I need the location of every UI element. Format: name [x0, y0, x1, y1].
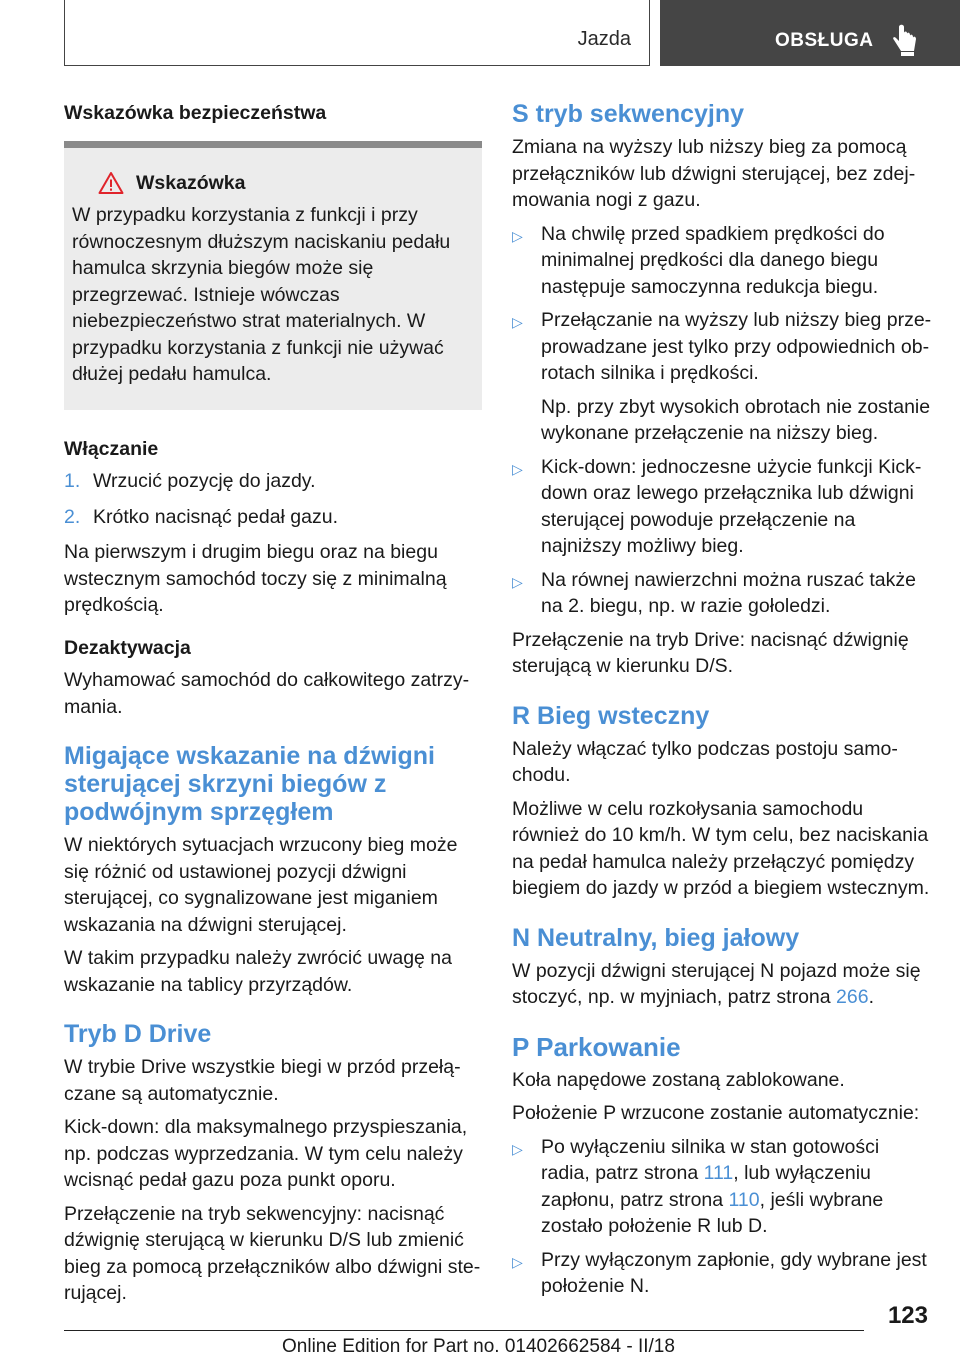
drive-paragraph-2: Kick-down: dla maksymalnego przyspieszania, np. podczas wyprzedzania. W tym celu należy wcisnąć pedał gazu poza punkt oporu.	[64, 1116, 468, 1191]
bullet-text-part: , lub wyłączeniu zapłonu, patrz strona	[541, 1162, 871, 1211]
neutral-text-end: .	[868, 986, 875, 1008]
list-item	[64, 468, 482, 495]
warning-box	[64, 141, 482, 410]
blink-heading: Migające wskazanie na dźwigni sterującej skrzyni biegów z podwójnym sprzęgłem	[64, 742, 435, 826]
triangle-bullet-icon: ▷	[512, 460, 523, 477]
list-item	[512, 1247, 932, 1300]
enable-steps	[64, 468, 482, 530]
step-number: 1.	[64, 470, 81, 492]
triangle-bullet-icon: ▷	[512, 1140, 523, 1157]
triangle-bullet-icon: ▷	[512, 227, 523, 244]
bullet-subtext: Np. przy zbyt wysokich obrotach nie zostanie wykonane przełączenie na niższy bieg.	[541, 395, 931, 444]
page-link-111[interactable]: 111	[703, 1162, 734, 1184]
reverse-paragraph-1: Należy włączać tylko podczas postoju samochodu.	[512, 737, 898, 786]
step-text: Krótko nacisnąć pedał gazu.	[93, 505, 338, 528]
triangle-bullet-icon: ▷	[512, 314, 523, 330]
page-number: 123	[887, 1302, 928, 1329]
bullet-text: Na chwilę przed spadkiem prędkości do minimalnej prędkości dla danego biegu następuje samoczynna redukcja biegu.	[541, 222, 885, 298]
step-number: 2.	[64, 505, 81, 528]
left-column	[64, 100, 482, 1314]
drive-heading: Tryb D Drive	[64, 1020, 212, 1048]
list-item	[512, 567, 932, 620]
reverse-heading: R Bieg wsteczny	[512, 701, 710, 730]
sequential-drive-text: Przełączenie na tryb Drive: nacisnąć dźwignię sterującą w kierunku D/S.	[512, 628, 909, 677]
hand-pointer-icon	[892, 24, 922, 56]
park-heading: P Parkowanie	[512, 1031, 681, 1062]
list-item	[512, 454, 932, 560]
bullet-text: Przełączanie na wyższy lub niższy bieg przeprowadzane jest tylko przy odpowiednich obrotach silnika i prędkości.	[541, 309, 932, 384]
bullet-text-part: , jeśli wybrane zostało położenie R lub D.	[541, 1188, 884, 1237]
footer-edition: Online Edition for Part no. 01402662584 - II/18	[282, 1336, 675, 1357]
neutral-text	[512, 958, 932, 1011]
warning-triangle-icon	[98, 171, 124, 195]
sequential-bullets	[512, 221, 932, 620]
neutral-heading: N Neutralny, bieg jałowy	[512, 923, 800, 952]
sequential-text: Zmiana na wyższy lub niższy bieg za pomocą przełączników lub dźwigni sterującej, bez zdejmowania nogi z gazu.	[512, 136, 916, 211]
bullet-text: Kick-down: jednoczesne użycie funkcji Kick-down oraz lewego przełącznika lub dźwigni sterującej powoduje przełączenie na najniższy możliwy bieg.	[541, 455, 922, 557]
bullet-text	[541, 1134, 932, 1240]
warning-text: W przypadku korzystania z funkcji i przy równoczesnym dłuższym naciskaniu pedału hamulca skrzynia biegów może się przegrzewać. Istnieje wówczas niebezpieczeństwo strat materialnych. W przypadku korzystania z funkcji nie używać dłużej pedału hamulca.	[72, 204, 451, 385]
header-chapter-title: OBSŁUGA	[775, 30, 874, 51]
bullet-text-part: Po wyłączeniu silnika w stan gotowości radia, patrz strona	[541, 1135, 880, 1184]
list-item	[512, 1134, 932, 1240]
bullet-text: Na równej nawierzchni można ruszać także na 2. biegu, np. w razie gołoledzi.	[541, 568, 916, 617]
sequential-heading: S tryb sekwencyjny	[512, 100, 745, 128]
header-section-title: Jazda	[577, 28, 631, 50]
right-column	[512, 100, 932, 1307]
safety-heading: Wskazówka bezpieczeństwa	[64, 102, 327, 124]
blink-paragraph-2: W takim przypadku należy zwrócić uwagę na wskazanie na tablicy przyrządów.	[64, 947, 452, 996]
enable-text: Na pierwszym i drugim biegu oraz na biegu wstecznym samochód toczy się z minimalną prędkością.	[64, 541, 447, 616]
page-link-110[interactable]: 110	[728, 1188, 760, 1211]
neutral-text-body: W pozycji dźwigni sterującej N pojazd może się stoczyć, np. w myjniach, patrz strona	[512, 959, 921, 1008]
drive-paragraph-1: W trybie Drive wszystkie biegi w przód przełączane są automatycznie.	[64, 1056, 461, 1105]
list-item	[64, 504, 482, 531]
drive-paragraph-3: Przełączenie na tryb sekwencyjny: nacisnąć dźwignię sterującą w kierunku D/S lub zmienić bieg za pomocą przełączników albo dźwigni sterującej.	[64, 1202, 481, 1304]
park-paragraph-1: Koła napędowe zostaną zablokowane.	[512, 1068, 845, 1091]
disable-text: Wyhamować samochód do całkowitego zatrzymania.	[64, 669, 470, 718]
park-paragraph-2: Położenie P wrzucone zostanie automatycznie:	[512, 1102, 920, 1124]
footer-divider	[64, 1330, 864, 1331]
list-item	[512, 307, 932, 447]
warning-title: Wskazówka	[136, 171, 246, 194]
header-chapter-tab[interactable]	[660, 0, 960, 66]
reverse-paragraph-2: Możliwe w celu rozkołysania samochodu również do 10 km/h. W tym celu, bez naciskania na pedał hamulca należy przełączyć pomiędzy biegiem do jazdy w przód a biegiem wstecznym.	[512, 797, 930, 899]
step-text: Wrzucić pozycję do jazdy.	[93, 470, 316, 492]
triangle-bullet-icon: ▷	[512, 573, 523, 590]
header-section-box	[64, 0, 650, 66]
blink-paragraph-1: W niektórych sytuacjach wrzucony bieg może się różnić od ustawionej pozycji dźwigni sterującej, co sygnalizowane jest miganiem wskazania na dźwigni sterującej.	[64, 834, 458, 936]
list-item	[512, 221, 932, 301]
park-bullets	[512, 1134, 932, 1300]
bullet-text: Przy wyłączonym zapłonie, gdy wybrane jest położenie N.	[541, 1248, 927, 1297]
disable-heading: Dezaktywacja	[64, 636, 191, 659]
triangle-bullet-icon: ▷	[512, 1253, 523, 1270]
page-link-266[interactable]: 266	[836, 986, 869, 1008]
enable-heading: Włączanie	[64, 437, 159, 460]
